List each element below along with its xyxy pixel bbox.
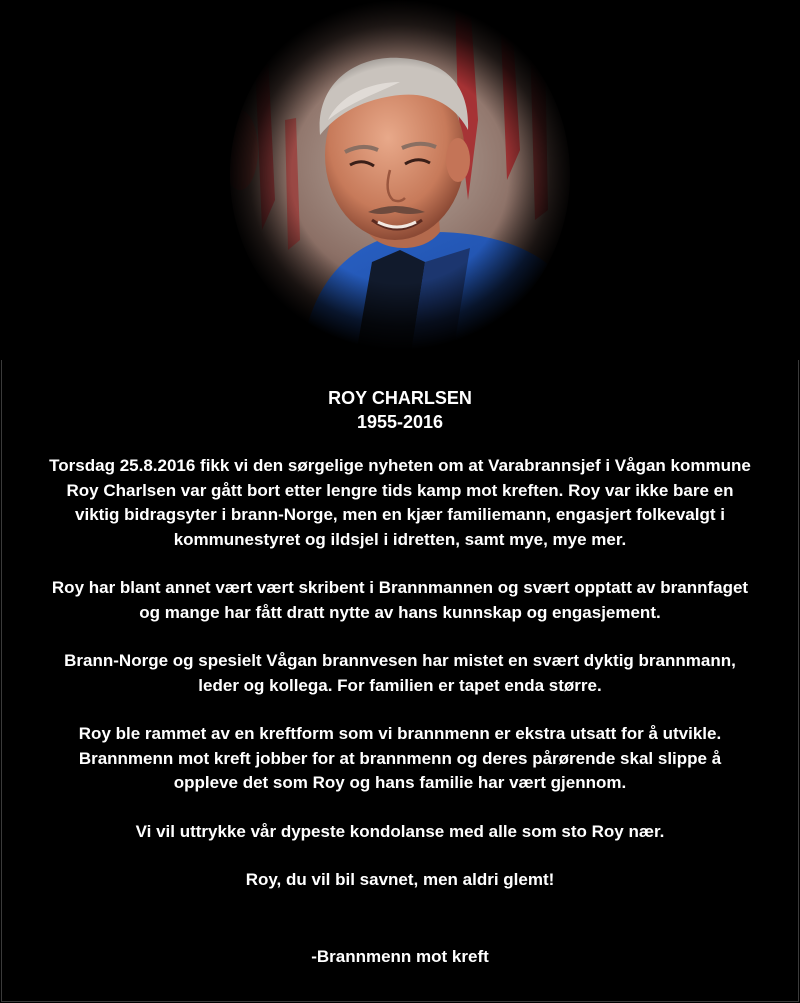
obituary-years: 1955-2016 [356, 412, 444, 432]
obituary-paragraph-6: Roy, du vil bil savnet, men aldri glemt! [245, 870, 555, 889]
obituary-name: ROY CHARLSEN [328, 388, 472, 408]
obituary-paragraph-5: Vi vil uttrykke vår dypeste kondolanse med alle som sto Roy nær. [135, 821, 665, 841]
obituary-signature: -Brannmenn mot kreft [311, 946, 489, 966]
obituary-text [20, 386, 780, 969]
obituary-paragraph-4: Roy ble rammet av en kreftform som vi brannmenn er ekstra utsatt for å utvikle. Brannmenn mot kreft jobber for at brannmenn og deres pårørende skal slippe å oppleve det som Roy og hans familie har vært gjennom. [78, 724, 722, 792]
obituary-paragraph-3: Brann-Norge og spesielt Vågan brannvesen har mistet en svært dyktig brannmann, leder og kollega. For familien er tapet enda større. [64, 651, 736, 695]
obituary-paragraph-2: Roy har blant annet vært vært skribent i Brannmannen og svært opptatt av brannfaget og mange har fått dratt nytte av hans kunnskap og engasjement. [51, 578, 749, 622]
obituary-paragraph-1: Torsdag 25.8.2016 fikk vi den sørgelige nyheten om at Varabrannsjef i Vågan kommune Roy Charlsen var gått bort etter lengre tids kamp mot kreften. Roy var ikke bare en viktig bidragsyter i brann-Norge, men en kjær familiemann, engasjert folkevalgt i kommunestyret og ildsjel i idretten, samt mye, mye mer. [49, 456, 751, 549]
memorial-portrait-photo [0, 0, 800, 360]
